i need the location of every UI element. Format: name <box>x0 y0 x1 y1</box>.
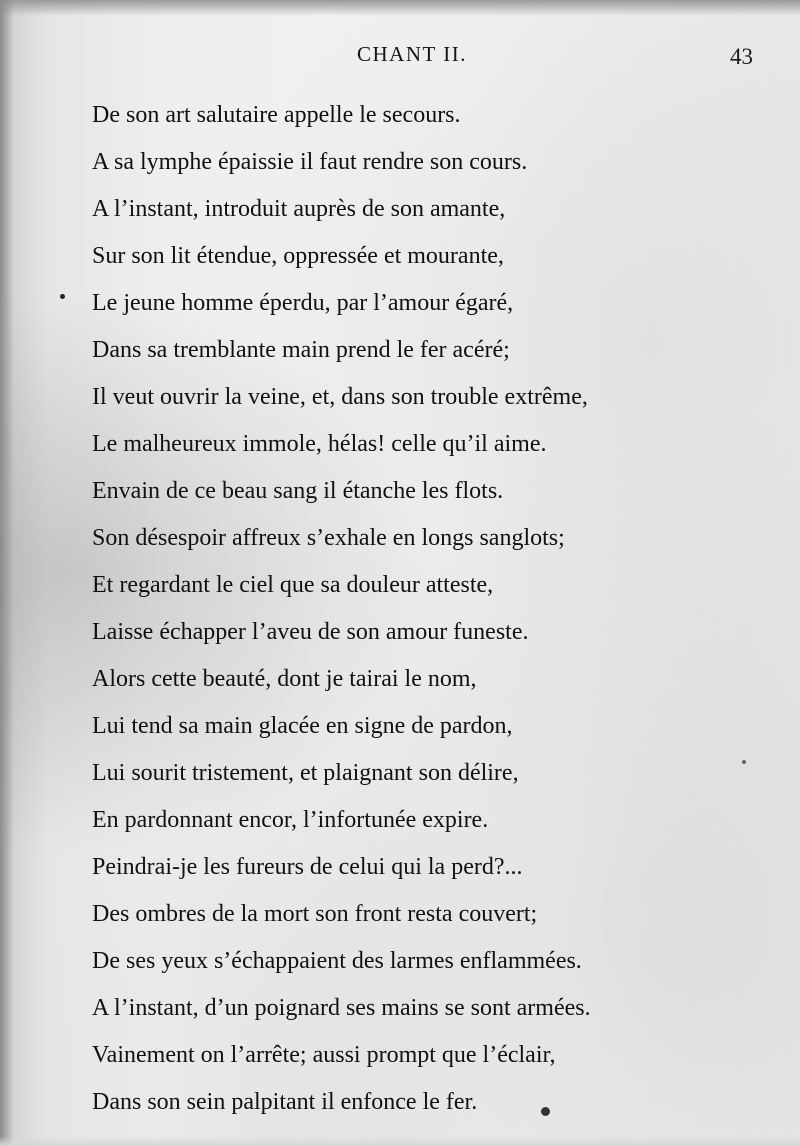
verse-line: Il veut ouvrir la veine, et, dans son trouble extrême, <box>92 384 588 410</box>
verse-line: Des ombres de la mort son front resta couvert; <box>92 901 538 927</box>
verse-line: Vainement on l’arrête; aussi prompt que l’éclair, <box>92 1042 556 1068</box>
verse-line: Le jeune homme éperdu, par l’amour égaré, <box>92 290 514 316</box>
verse-line: Et regardant le ciel que sa douleur atteste, <box>92 572 494 598</box>
verse-line: A l’instant, d’un poignard ses mains se sont armées. <box>92 995 591 1021</box>
running-head: CHANT II. <box>357 42 467 66</box>
verse-line: A sa lymphe épaissie il faut rendre son cours. <box>92 149 528 175</box>
verse-line: Dans son sein palpitant il enfonce le fer. <box>92 1089 478 1115</box>
ink-speck <box>60 294 65 299</box>
page-number: 43 <box>730 44 753 69</box>
verse-line: De ses yeux s’échappaient des larmes enflammées. <box>92 948 582 974</box>
poem-verses <box>92 92 591 1126</box>
verse-line: Laisse échapper l’aveu de son amour funeste. <box>92 619 529 645</box>
verse-line: En pardonnant encor, l’infortunée expire. <box>92 807 489 833</box>
verse-line: Lui sourit tristement, et plaignant son délire, <box>92 760 519 786</box>
page-bottom-edge <box>0 1136 800 1146</box>
verse-line: De son art salutaire appelle le secours. <box>92 102 461 128</box>
verse-line: Lui tend sa main glacée en signe de pardon, <box>92 713 513 739</box>
verse-line: Son désespoir affreux s’exhale en longs sanglots; <box>92 525 565 551</box>
ink-speck <box>742 760 746 764</box>
page-top-shadow <box>0 0 800 16</box>
verse-line: Dans sa tremblante main prend le fer acéré; <box>92 337 510 363</box>
ink-speck <box>541 1107 550 1116</box>
page-gutter-shadow <box>0 0 14 1146</box>
verse-line: Sur son lit étendue, oppressée et mourante, <box>92 243 504 269</box>
verse-line: Envain de ce beau sang il étanche les flots. <box>92 478 504 504</box>
verse-line: A l’instant, introduit auprès de son amante, <box>92 196 506 222</box>
verse-line: Le malheureux immole, hélas! celle qu’il aime. <box>92 431 547 457</box>
verse-line: Alors cette beauté, dont je tairai le nom, <box>92 666 477 692</box>
verse-line: Peindrai-je les fureurs de celui qui la perd?... <box>92 854 523 880</box>
